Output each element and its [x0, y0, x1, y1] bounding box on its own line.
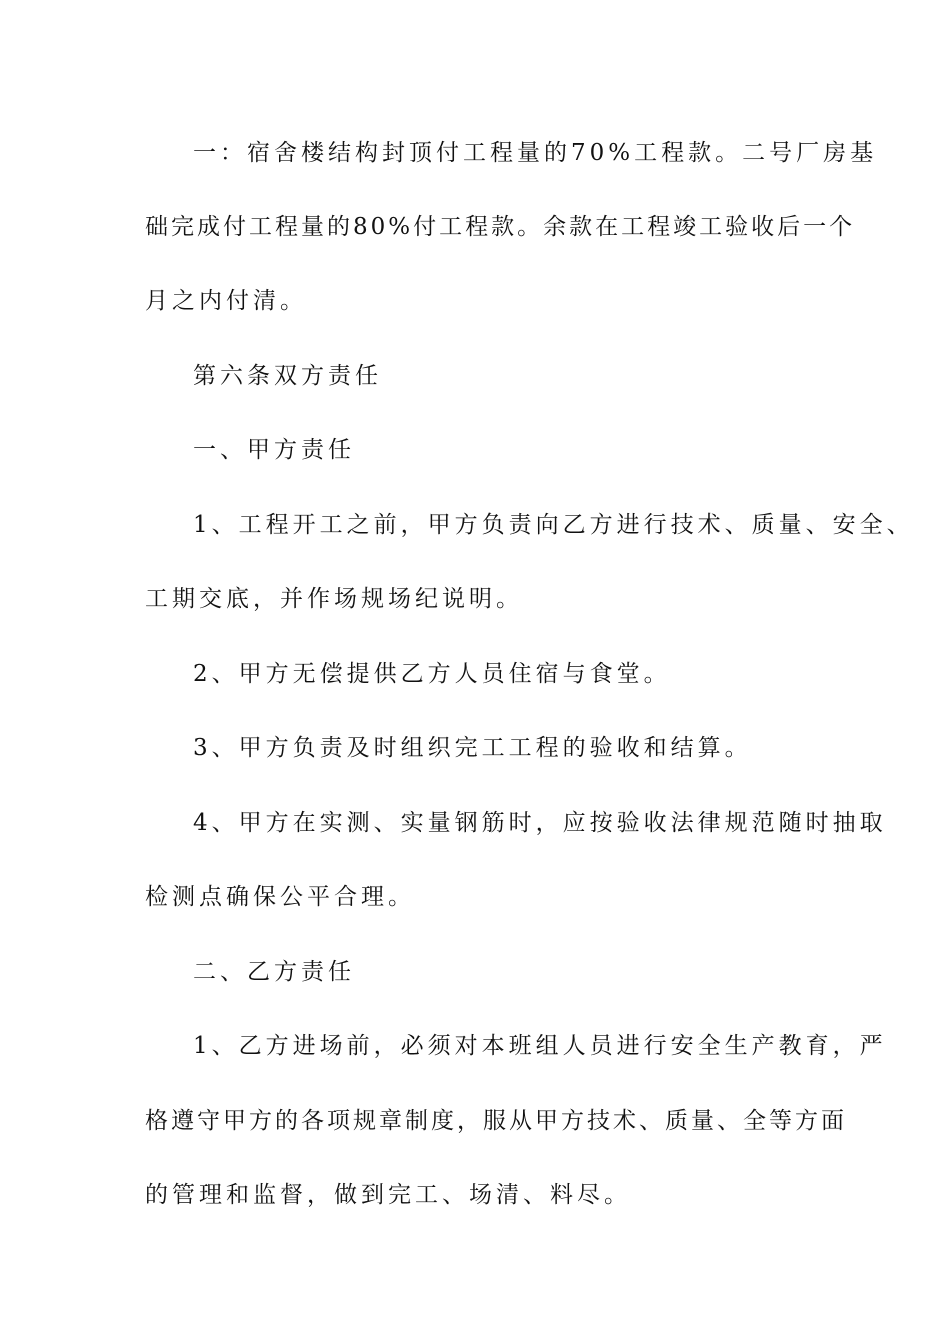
paragraph-line: 2、甲方无偿提供乙方人员住宿与食堂。: [193, 661, 671, 687]
paragraph-line: 3、甲方负责及时组织完工工程的验收和结算。: [193, 735, 752, 761]
paragraph-line: 月之内付清。: [145, 288, 307, 314]
subsection-heading: 二、乙方责任: [193, 959, 355, 985]
paragraph-line: 工期交底，并作场规场纪说明。: [145, 586, 523, 612]
paragraph-line: 一：宿舍楼结构封顶付工程量的70%工程款。二号厂房基: [193, 140, 878, 166]
paragraph-line: 1、工程开工之前，甲方负责向乙方进行技术、质量、安全、: [193, 512, 914, 538]
paragraph-line: 4、甲方在实测、实量钢筋时，应按验收法律规范随时抽取: [193, 810, 887, 836]
section-heading: 第六条双方责任: [193, 363, 382, 389]
paragraph-line: 的管理和监督，做到完工、场清、料尽。: [145, 1182, 631, 1208]
paragraph-line: 础完成付工程量的80%付工程款。余款在工程竣工验收后一个: [145, 214, 856, 240]
paragraph-line: 检测点确保公平合理。: [145, 884, 415, 910]
subsection-heading: 一、甲方责任: [193, 437, 355, 463]
paragraph-line: 1、乙方进场前，必须对本班组人员进行安全生产教育，严: [193, 1033, 887, 1059]
paragraph-line: 格遵守甲方的各项规章制度，服从甲方技术、质量、全等方面: [145, 1108, 847, 1134]
